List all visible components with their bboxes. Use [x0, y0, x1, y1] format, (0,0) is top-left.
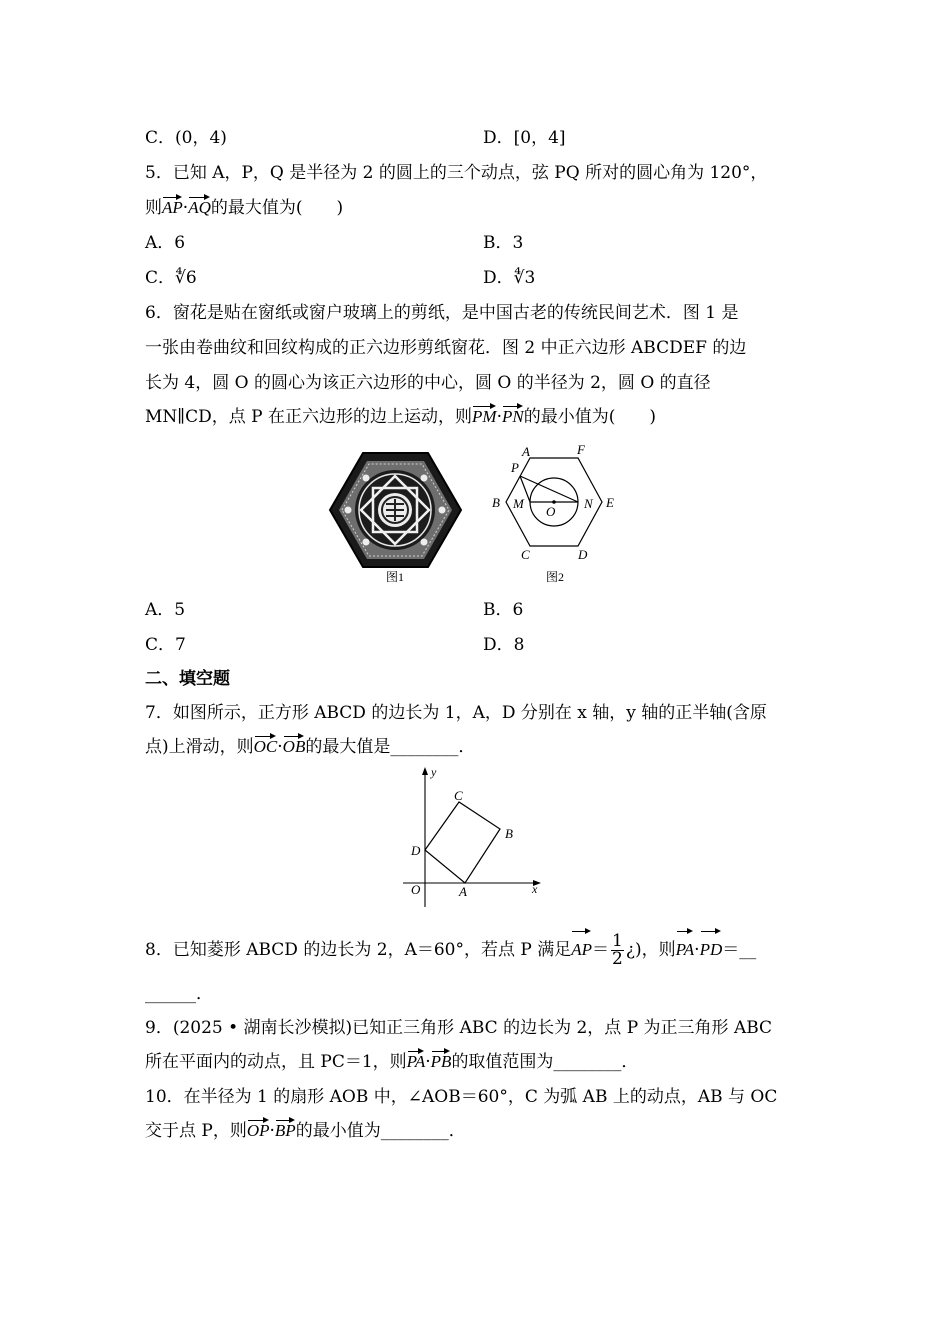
q7-label-o: O — [411, 882, 421, 897]
q7-stem-line2 — [145, 735, 475, 759]
q8-vector-pa: PA — [676, 930, 695, 970]
fig2-label-e: E — [606, 495, 614, 510]
q7-label-b: B — [505, 826, 513, 841]
dot: · — [277, 737, 283, 757]
q7-label-d: D — [411, 843, 421, 858]
q8-frac-den: 2 — [612, 949, 623, 969]
fig2-label-d: D — [578, 547, 588, 562]
q6-option-a: A．5 — [145, 600, 186, 620]
q8-eq: ＝ — [592, 940, 610, 960]
fig2-label-f: F — [577, 442, 585, 457]
q6-option-c: C．7 — [145, 635, 186, 655]
q5-option-a: A．6 — [145, 233, 186, 253]
q5-vector-aq: AQ — [188, 196, 211, 220]
q8-vector-ap: AP — [571, 930, 592, 970]
q6-vector-pn: PN — [502, 405, 524, 429]
q8-fraction — [611, 933, 624, 968]
q10-vector-bp: BP — [275, 1119, 296, 1143]
q6-stem-line2: 一张由卷曲纹和回纹构成的正六边形剪纸窗花．图 2 中正六边形 ABCDEF 的边 — [145, 338, 747, 358]
q4-option-c: C．(0，4) — [145, 128, 227, 148]
q5-option-d: D．∜3 — [483, 268, 536, 288]
q5-stem-line2 — [145, 196, 343, 220]
q8-line1-a: 8．已知菱形 ABCD 的边长为 2，A＝60°，若点 P 满足 — [145, 940, 572, 960]
q7-label-y: y — [431, 765, 437, 779]
q7-figure — [395, 765, 550, 913]
q6-stem-line3: 长为 4，圆 O 的圆心为该正六边形的中心，圆 O 的半径为 2，圆 O 的直径 — [145, 373, 711, 393]
q6-vector-pm: PM — [472, 405, 497, 429]
q5-tail: 的最大值为( ) — [210, 198, 344, 218]
fig2-label-m: M — [513, 496, 524, 511]
fig2-label-p: P — [511, 460, 519, 475]
q6-fig2-caption: 图2 — [546, 570, 565, 584]
q8-line1-b: ＝__ — [722, 940, 757, 960]
q4-option-d: D．[0，4] — [483, 128, 566, 148]
q8-mid: ¿)，则 — [625, 940, 676, 960]
q9-line2-a: 所在平面内的动点，且 PC＝1，则 — [145, 1052, 407, 1072]
q9-line2-b: 的取值范围为________． — [451, 1052, 639, 1072]
q5-option-b: B．3 — [483, 233, 524, 253]
dot: · — [425, 1052, 431, 1072]
q5-stem-line1: 5．已知 A，P，Q 是半径为 2 的圆上的三个动点，弦 PQ 所对的圆心角为 120°， — [145, 163, 768, 183]
fig2-label-o: O — [546, 504, 556, 519]
q5-option-c: C．∜6 — [145, 268, 197, 288]
dot: · — [694, 940, 700, 960]
q6-figure2 — [488, 438, 623, 588]
q9-stem-line1: 9．(2025 • 湖南长沙模拟)已知正三角形 ABC 的边长为 2，点 P 为正三角形 ABC — [145, 1018, 773, 1038]
fig2-label-a: A — [522, 444, 530, 459]
q7-label-c: C — [454, 788, 463, 803]
q5-vector-ap: AP — [162, 196, 183, 220]
q8-vector-pd: PD — [700, 930, 723, 970]
fig2-label-b: B — [492, 495, 500, 510]
q9-vector-pb: PB — [431, 1050, 452, 1074]
section-title-fill-in: 二、填空题 — [145, 669, 230, 689]
q8-stem-line2: ______． — [145, 984, 213, 1004]
q7-vector-ob: OB — [283, 735, 306, 759]
q6-figure1 — [328, 448, 463, 588]
q6-option-d: D．8 — [483, 635, 525, 655]
q8-stem-line1 — [145, 930, 756, 970]
dot: · — [182, 198, 189, 218]
q10-line2-a: 交于点 P，则 — [145, 1121, 247, 1141]
q7-label-a: A — [459, 884, 467, 899]
fig2-label-n: N — [584, 496, 593, 511]
q6-fig1-caption: 图1 — [386, 570, 405, 584]
q9-stem-line2 — [145, 1050, 638, 1074]
dot: · — [269, 1121, 275, 1141]
q10-stem-line1: 10．在半径为 1 的扇形 AOB 中，∠AOB＝60°，C 为弧 AB 上的动点，AB 与 OC — [145, 1087, 778, 1107]
q6-stem-line1: 6．窗花是贴在窗纸或窗户玻璃上的剪纸，是中国古老的传统民间艺术．图 1 是 — [145, 303, 739, 323]
q10-vector-op: OP — [247, 1119, 270, 1143]
q7-label-x: x — [532, 882, 538, 896]
q7-line2-a: 点)上滑动，则 — [145, 737, 254, 757]
q5-lead: 则 — [145, 198, 162, 218]
q7-stem-line1: 7．如图所示，正方形 ABCD 的边长为 1，A，D 分别在 x 轴，y 轴的正半轴(含原 — [145, 703, 767, 723]
q7-line2-b: 的最大值是________． — [305, 737, 476, 757]
q6-option-b: B．6 — [483, 600, 524, 620]
q8-frac-num: 1 — [612, 931, 623, 951]
q10-line2-b: 的最小值为________． — [295, 1121, 466, 1141]
q6-line4-a: MN∥CD，点 P 在正六边形的边上运动，则 — [145, 407, 473, 427]
q7-vector-oc: OC — [254, 735, 278, 759]
q9-vector-pa: PA — [407, 1050, 426, 1074]
q6-line4-b: 的最小值为( ) — [523, 407, 656, 427]
q10-stem-line2 — [145, 1119, 466, 1143]
q6-stem-line4 — [145, 405, 656, 429]
dot: · — [496, 407, 502, 427]
fig2-label-c: C — [521, 547, 530, 562]
